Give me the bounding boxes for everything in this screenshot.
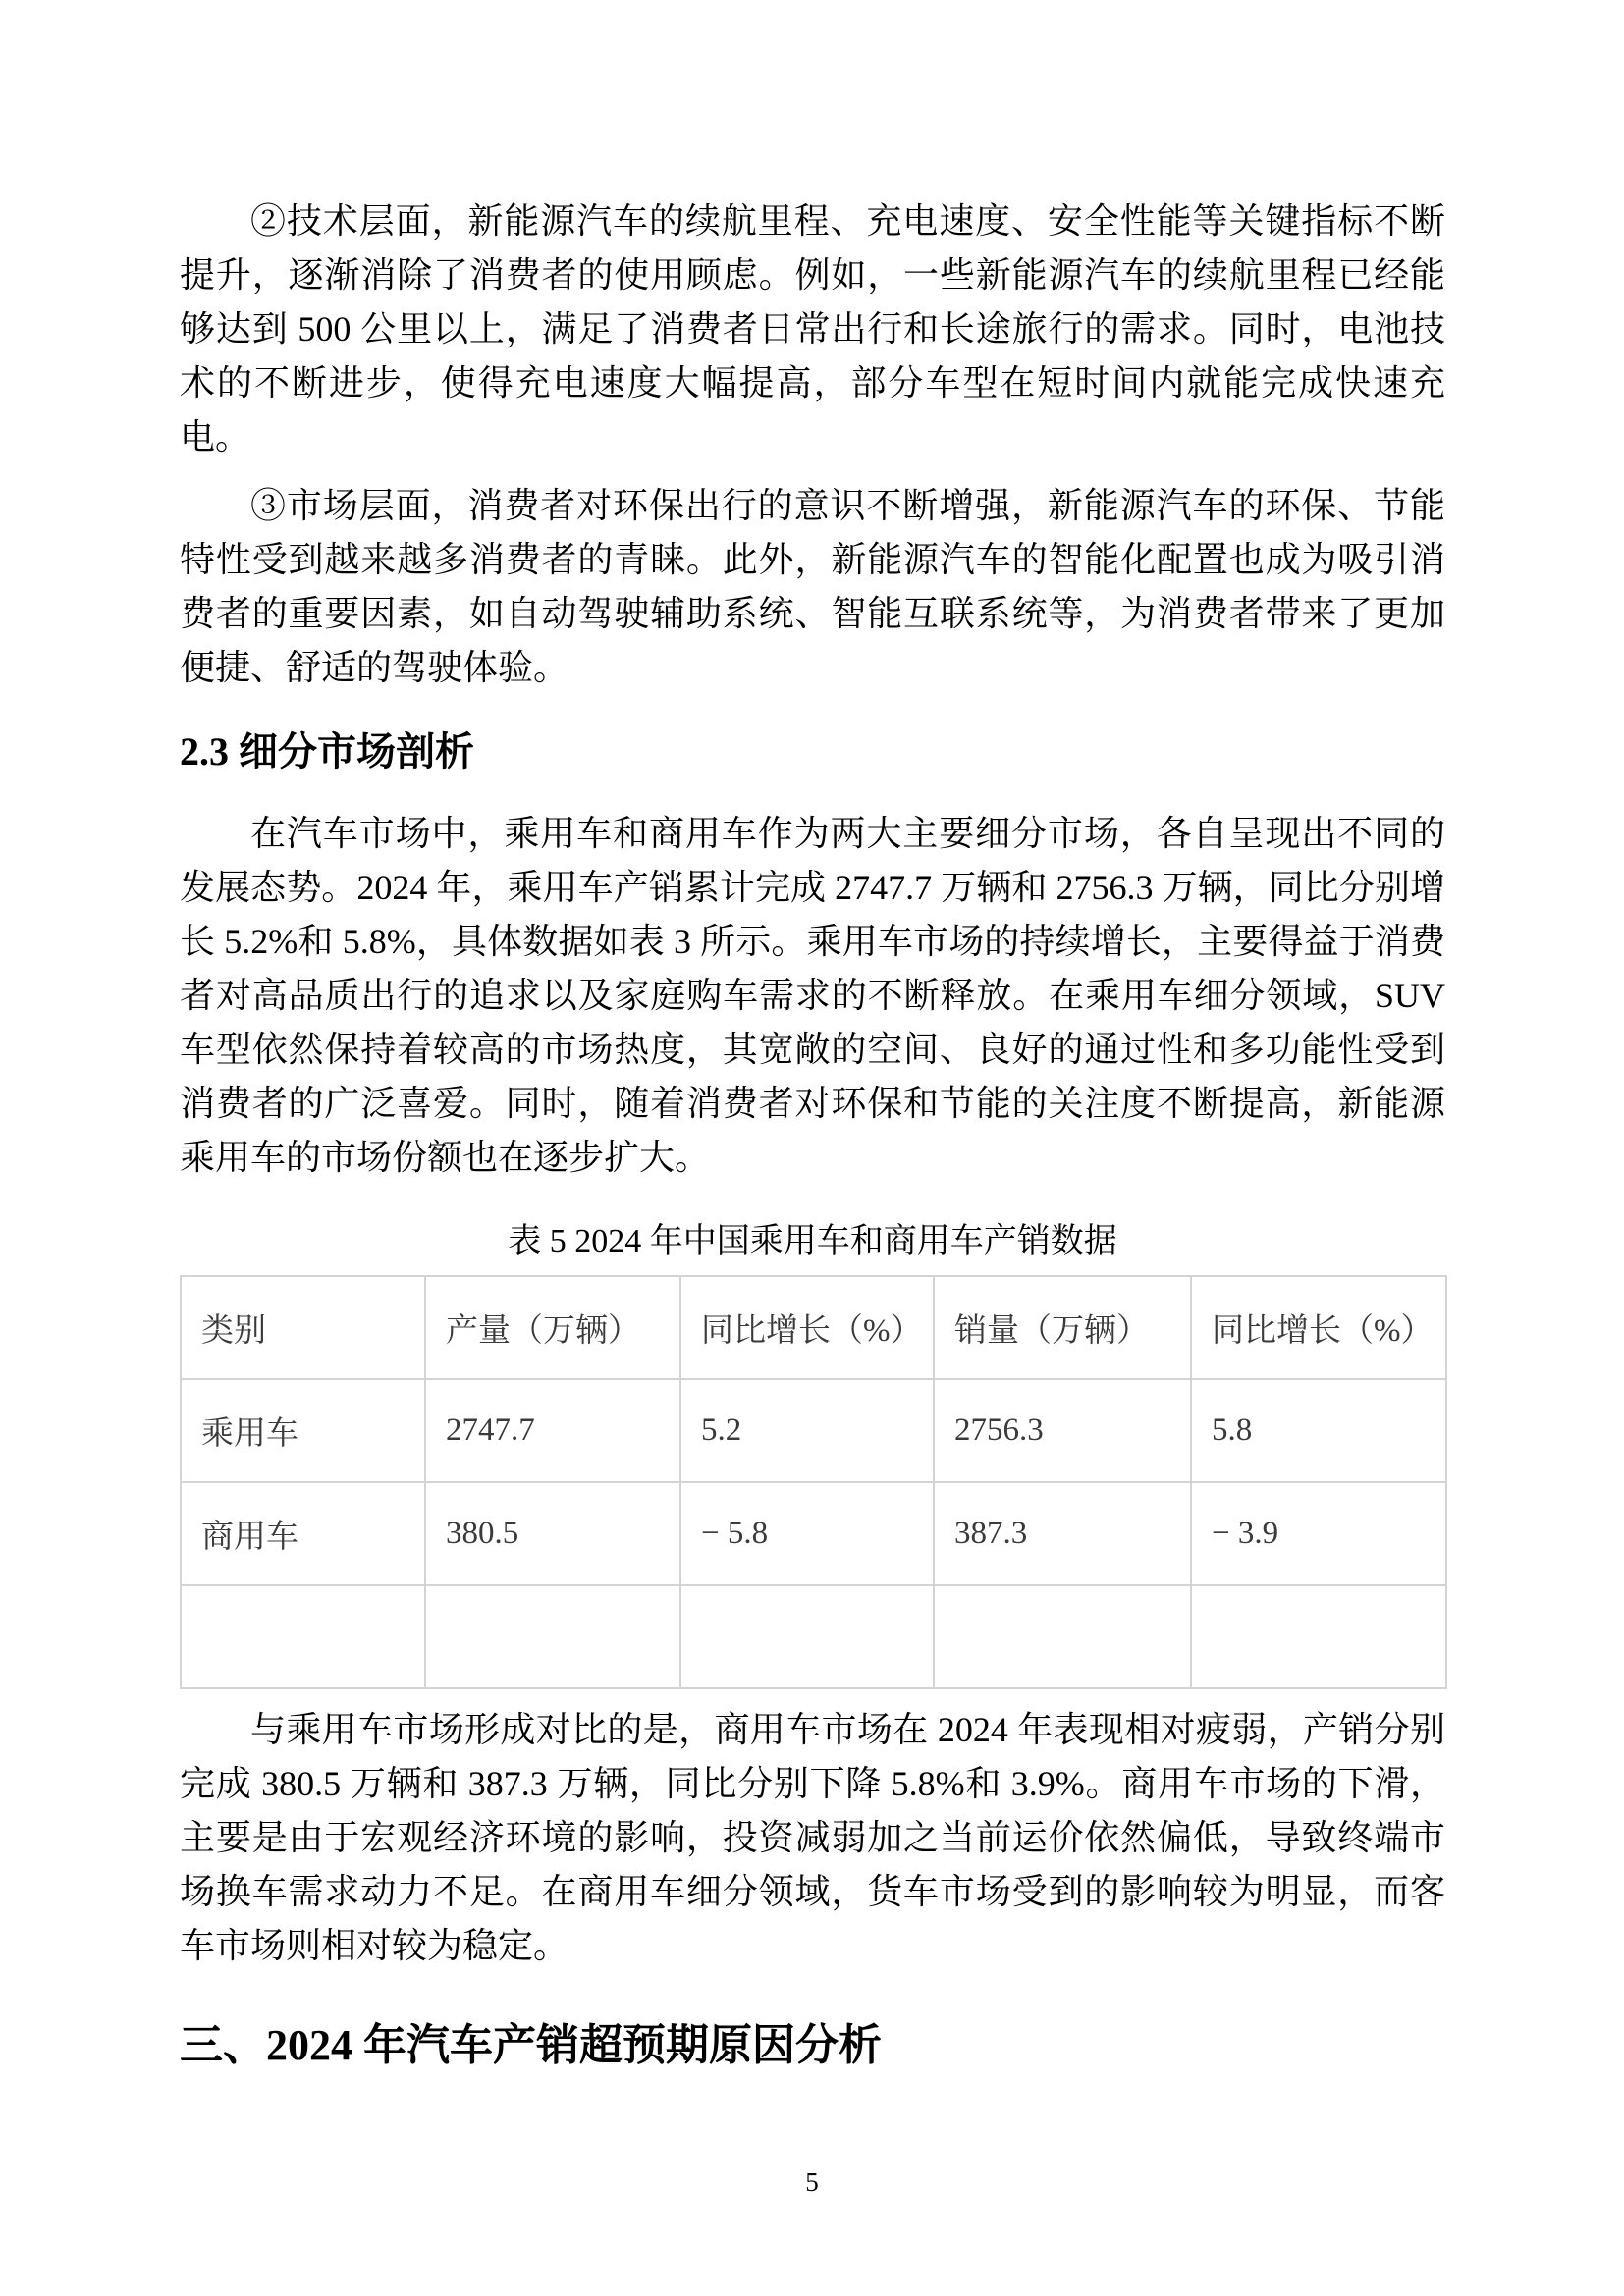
paragraph-market-level: ③市场层面，消费者对环保出行的意识不断增强，新能源汽车的环保、节能特性受到越来越多消费者的青睐。此外，新能源汽车的智能化配置也成为吸引消费者的重要因素，如自动驾驶辅助系统、智能互联系统等，为消费者带来了更加便捷、舒适的驾驶体验。 [180,486,1445,687]
cell-production-yoy [680,1585,934,1688]
paragraph-tech-level: ②技术层面，新能源汽车的续航里程、充电速度、安全性能等关键指标不断提升，逐渐消除了消费者的使用顾虑。例如，一些新能源汽车的续航里程已经能够达到 500 公里以上，满足了消费者日常出行和长途旅行的需求。同时，电池技术的不断进步，使得充电速度大幅提高，部分车型在短时间内就能完成快速充电。 [180,201,1445,456]
chapter-heading-3: 三、2024 年汽车产销超预期原因分析 [180,2021,882,2069]
cell-production: 380.5 [425,1482,680,1585]
col-header-sales-yoy: 同比增长（%） [1191,1276,1446,1379]
cell-sales-yoy [1191,1585,1446,1688]
cell-sales-yoy: − 3.9 [1191,1482,1446,1585]
cell-sales: 2756.3 [934,1379,1191,1482]
col-header-production: 产量（万辆） [425,1276,680,1379]
cell-category [181,1585,425,1688]
col-header-category: 类别 [181,1276,425,1379]
table-row-empty [181,1585,1446,1688]
col-header-production-yoy: 同比增长（%） [680,1276,934,1379]
table-header-row [181,1276,1446,1379]
cell-sales-yoy: 5.8 [1191,1379,1446,1482]
cell-production: 2747.7 [425,1379,680,1482]
col-header-sales: 销量（万辆） [934,1276,1191,1379]
cell-sales: 387.3 [934,1482,1191,1585]
production-sales-table [180,1275,1447,1689]
cell-category: 乘用车 [181,1379,425,1482]
page-number: 5 [805,2167,819,2197]
paragraph-segment-intro: 在汽车市场中，乘用车和商用车作为两大主要细分市场，各自呈现出不同的发展态势。2024 年，乘用车产销累计完成 2747.7 万辆和 2756.3 万辆，同比分别增长 5.2%和 5.8%，具体数据如表 3 所示。乘用车市场的持续增长，主要得益于消费者对高品质出行的追求以及家庭购车需求的不断释放。在乘用车细分领域，SUV 车型依然保持着较高的市场热度，其宽敞的空间、良好的通过性和多功能性受到消费者的广泛喜爱。同时，随着消费者对环保和节能的关注度不断提高，新能源乘用车的市场份额也在逐步扩大。 [180,814,1445,1177]
paragraph-commercial-contrast: 与乘用车市场形成对比的是，商用车市场在 2024 年表现相对疲弱，产销分别完成 380.5 万辆和 387.3 万辆，同比分别下降 5.8%和 3.9%。商用车市场的下滑，主要是由于宏观经济环境的影响，投资减弱加之当前运价依然偏低，导致终端市场换车需求动力不足。在商用车细分领域，货车市场受到的影响较为明显，而客车市场则相对较为稳定。 [180,1710,1445,1965]
cell-sales [934,1585,1191,1688]
section-heading-2-3: 2.3 细分市场剖析 [180,729,474,774]
table-caption: 表 5 2024 年中国乘用车和商用车产销数据 [508,1223,1117,1259]
cell-production-yoy: 5.2 [680,1379,934,1482]
cell-category: 商用车 [181,1482,425,1585]
table-row-commercial [181,1482,1446,1585]
page-content [180,0,1445,2075]
table-row-passenger [181,1379,1446,1482]
cell-production [425,1585,680,1688]
cell-production-yoy: − 5.8 [680,1482,934,1585]
